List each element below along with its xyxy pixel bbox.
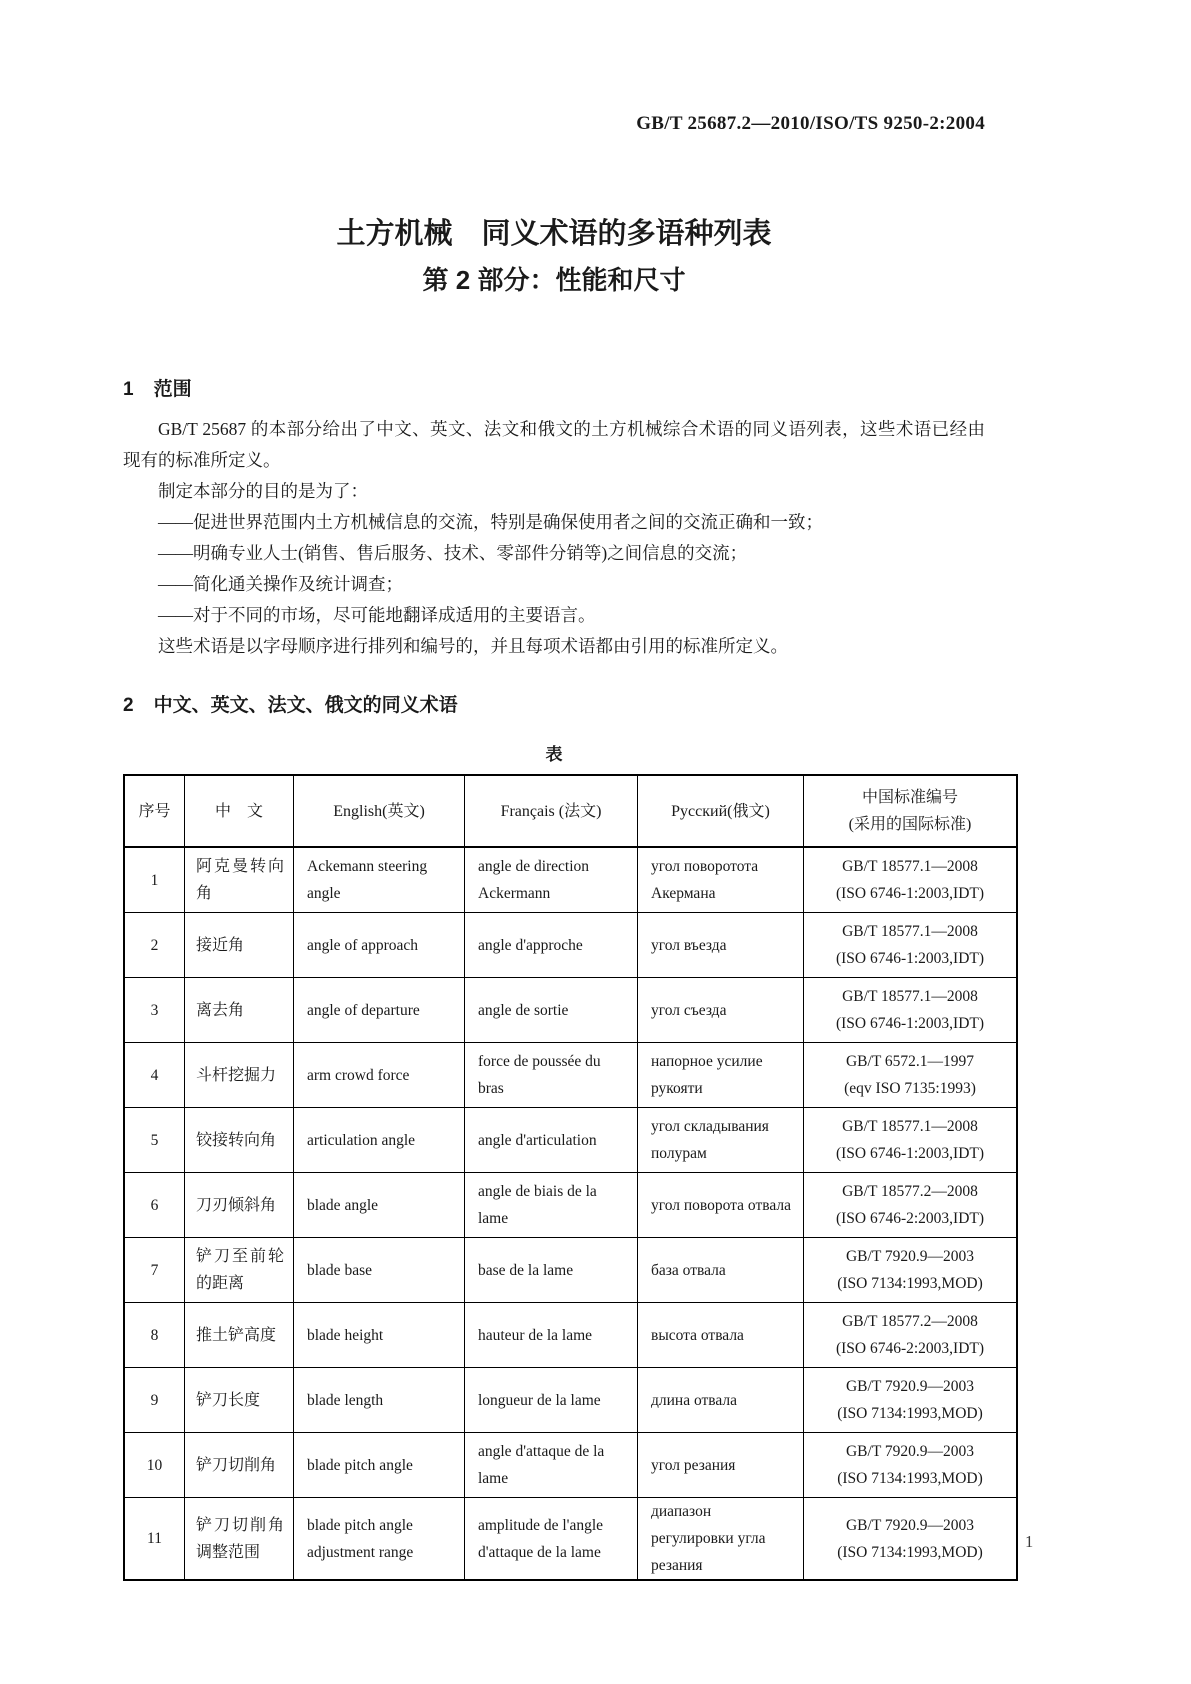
- table-row: [124, 847, 1017, 913]
- synonym-table: [123, 774, 1018, 1581]
- standard-iso-code: (eqv ISO 7135:1993): [844, 1080, 976, 1097]
- table-row: [124, 1433, 1017, 1498]
- header-index: 序号: [124, 775, 185, 847]
- closing-paragraph: 这些术语是以字母顺序进行排列和编号的，并且每项术语都由引用的标准所定义。: [158, 636, 788, 656]
- document-subtitle: 第 2 部分：性能和尺寸: [422, 265, 686, 295]
- term-english: Ackemann steering angle: [294, 847, 465, 913]
- purpose-item: ——明确专业人士(销售、售后服务、技术、零部件分销等)之间信息的交流；: [158, 543, 748, 563]
- term-chinese: 接近角: [185, 913, 294, 978]
- term-russian: база отвала: [638, 1238, 804, 1303]
- header-french: Français (法文): [465, 775, 638, 847]
- term-russian: угол резания: [638, 1433, 804, 1498]
- section-1-title: 范围: [153, 379, 192, 400]
- standard-code: [804, 1173, 1018, 1238]
- row-number: 8: [124, 1303, 185, 1368]
- standard-gb-code: GB/T 7920.9—2003: [845, 1248, 975, 1265]
- table-caption: 表: [545, 745, 563, 764]
- term-english: blade base: [294, 1238, 465, 1303]
- term-russian: угол складывания полурам: [638, 1108, 804, 1173]
- term-chinese: 推土铲高度: [185, 1303, 294, 1368]
- row-number: 7: [124, 1238, 185, 1303]
- term-french: angle d'attaque de la lame: [465, 1433, 638, 1498]
- standard-code: [804, 847, 1018, 913]
- term-english: blade angle: [294, 1173, 465, 1238]
- row-number: 10: [124, 1433, 185, 1498]
- standard-gb-code: GB/T 18577.1—2008: [842, 858, 978, 875]
- standard-iso-code: (ISO 6746-2:2003,IDT): [835, 1340, 985, 1357]
- term-french: angle de sortie: [465, 978, 638, 1043]
- term-english: angle of departure: [294, 978, 465, 1043]
- page-number: 1: [1025, 1532, 1034, 1551]
- term-chinese: 刀刃倾斜角: [185, 1173, 294, 1238]
- header-chinese: 中 文: [185, 775, 294, 847]
- section-1-heading: [123, 374, 192, 401]
- term-french: base de la lame: [465, 1238, 638, 1303]
- standard-gb-code: GB/T 18577.1—2008: [842, 1118, 978, 1135]
- standard-code: [804, 1303, 1018, 1368]
- table-row: [124, 1173, 1017, 1238]
- term-english: blade height: [294, 1303, 465, 1368]
- row-number: 6: [124, 1173, 185, 1238]
- term-french: amplitude de l'angle d'attaque de la lame: [465, 1498, 638, 1581]
- standard-iso-code: (ISO 6746-1:2003,IDT): [835, 1145, 985, 1162]
- standard-gb-code: GB/T 18577.1—2008: [842, 988, 978, 1005]
- table-row: [124, 1303, 1017, 1368]
- standard-gb-code: GB/T 7920.9—2003: [845, 1443, 975, 1460]
- standard-gb-code: GB/T 18577.1—2008: [842, 923, 978, 940]
- term-russian: угол поворота отвала: [638, 1173, 804, 1238]
- title-block: [123, 216, 985, 297]
- term-english: articulation angle: [294, 1108, 465, 1173]
- section-2-title: 中文、英文、法文、俄文的同义术语: [153, 695, 458, 716]
- standard-code: [804, 1498, 1018, 1581]
- term-chinese: 阿克曼转向角: [185, 847, 294, 913]
- standard-code: [804, 1043, 1018, 1108]
- table-row: [124, 1043, 1017, 1108]
- term-english: blade length: [294, 1368, 465, 1433]
- term-russian: угол поворотота Акермана: [638, 847, 804, 913]
- row-number: 4: [124, 1043, 185, 1108]
- standard-code: [804, 913, 1018, 978]
- table-row: [124, 1238, 1017, 1303]
- term-chinese: 铰接转向角: [185, 1108, 294, 1173]
- term-russian: высота отвала: [638, 1303, 804, 1368]
- term-chinese: 铲刀切削角调整范围: [185, 1498, 294, 1581]
- standard-gb-code: GB/T 7920.9—2003: [845, 1516, 975, 1534]
- standard-iso-code: (ISO 7134:1993,MOD): [837, 1470, 983, 1487]
- standard-iso-code: (ISO 7134:1993,MOD): [837, 1405, 983, 1422]
- standard-code: [804, 1108, 1018, 1173]
- standard-iso-code: (ISO 6746-2:2003,IDT): [835, 1210, 985, 1227]
- term-chinese: 离去角: [185, 978, 294, 1043]
- standard-code: [804, 1238, 1018, 1303]
- purpose-item: ——促进世界范围内土方机械信息的交流，特别是确保使用者之间的交流正确和一致；: [158, 512, 823, 532]
- header-standard: [804, 775, 1018, 847]
- term-russian: угол съезда: [638, 978, 804, 1043]
- purpose-paragraph: 制定本部分的目的是为了：: [158, 481, 368, 501]
- term-french: angle de biais de la lame: [465, 1173, 638, 1238]
- document-title: 土方机械 同义术语的多语种列表: [336, 218, 772, 250]
- term-russian: диапазон регулировки угла резания: [638, 1498, 804, 1581]
- row-number: 11: [124, 1498, 185, 1581]
- standard-iso-code: (ISO 7134:1993,MOD): [837, 1543, 983, 1561]
- term-french: hauteur de la lame: [465, 1303, 638, 1368]
- term-chinese: 铲刀长度: [185, 1368, 294, 1433]
- standard-code: [804, 1368, 1018, 1433]
- term-french: angle d'approche: [465, 913, 638, 978]
- table-row: [124, 1108, 1017, 1173]
- term-french: longueur de la lame: [465, 1368, 638, 1433]
- header-standard-line2: (采用的国际标准): [848, 816, 972, 833]
- row-number: 1: [124, 847, 185, 913]
- table-row: [124, 1368, 1017, 1433]
- standard-code: [804, 1433, 1018, 1498]
- standard-gb-code: GB/T 18577.2—2008: [842, 1183, 978, 1200]
- standard-iso-code: (ISO 6746-1:2003,IDT): [835, 950, 985, 967]
- term-french: force de poussée du bras: [465, 1043, 638, 1108]
- synonym-table-body: [124, 847, 1017, 1580]
- row-number: 5: [124, 1108, 185, 1173]
- table-row: [124, 978, 1017, 1043]
- term-chinese: 铲刀至前轮的距离: [185, 1238, 294, 1303]
- header-standard-line1: 中国标准编号: [861, 789, 958, 806]
- table-row: [124, 1498, 1017, 1581]
- purpose-item: ——简化通关操作及统计调查；: [158, 574, 403, 594]
- term-russian: длина отвала: [638, 1368, 804, 1433]
- standard-iso-code: (ISO 6746-1:2003,IDT): [835, 1015, 985, 1032]
- row-number: 9: [124, 1368, 185, 1433]
- standard-iso-code: (ISO 6746-1:2003,IDT): [835, 885, 985, 902]
- term-french: angle de direction Ackermann: [465, 847, 638, 913]
- standard-gb-code: GB/T 7920.9—2003: [845, 1378, 975, 1395]
- standard-code: [804, 978, 1018, 1043]
- term-english: blade pitch angle: [294, 1433, 465, 1498]
- section-2-number: 2: [123, 695, 134, 716]
- section-2-heading: [123, 690, 458, 717]
- term-french: angle d'articulation: [465, 1108, 638, 1173]
- table-header-row: [124, 775, 1017, 847]
- table-row: [124, 913, 1017, 978]
- header-russian: Русский(俄文): [638, 775, 804, 847]
- standard-gb-code: GB/T 18577.2—2008: [842, 1313, 978, 1330]
- term-chinese: 斗杆挖掘力: [185, 1043, 294, 1108]
- purpose-item: ——对于不同的市场，尽可能地翻译成适用的主要语言。: [158, 605, 596, 625]
- section-1-number: 1: [123, 379, 134, 400]
- header-english: English(英文): [294, 775, 465, 847]
- term-russian: напорное усилие рукояти: [638, 1043, 804, 1108]
- section-1-body: [123, 414, 985, 662]
- row-number: 2: [124, 913, 185, 978]
- term-english: angle of approach: [294, 913, 465, 978]
- term-english: arm crowd force: [294, 1043, 465, 1108]
- standard-code-header: GB/T 25687.2—2010/ISO/TS 9250-2:2004: [636, 113, 985, 134]
- term-english: blade pitch angle adjustment range: [294, 1498, 465, 1581]
- standard-gb-code: GB/T 6572.1—1997: [845, 1053, 975, 1070]
- scope-paragraph: GB/T 25687 的本部分给出了中文、英文、法文和俄文的土方机械综合术语的同义语列表，这些术语已经由现有的标准所定义。: [123, 419, 985, 470]
- term-chinese: 铲刀切削角: [185, 1433, 294, 1498]
- row-number: 3: [124, 978, 185, 1043]
- standard-iso-code: (ISO 7134:1993,MOD): [837, 1275, 983, 1292]
- term-russian: угол въезда: [638, 913, 804, 978]
